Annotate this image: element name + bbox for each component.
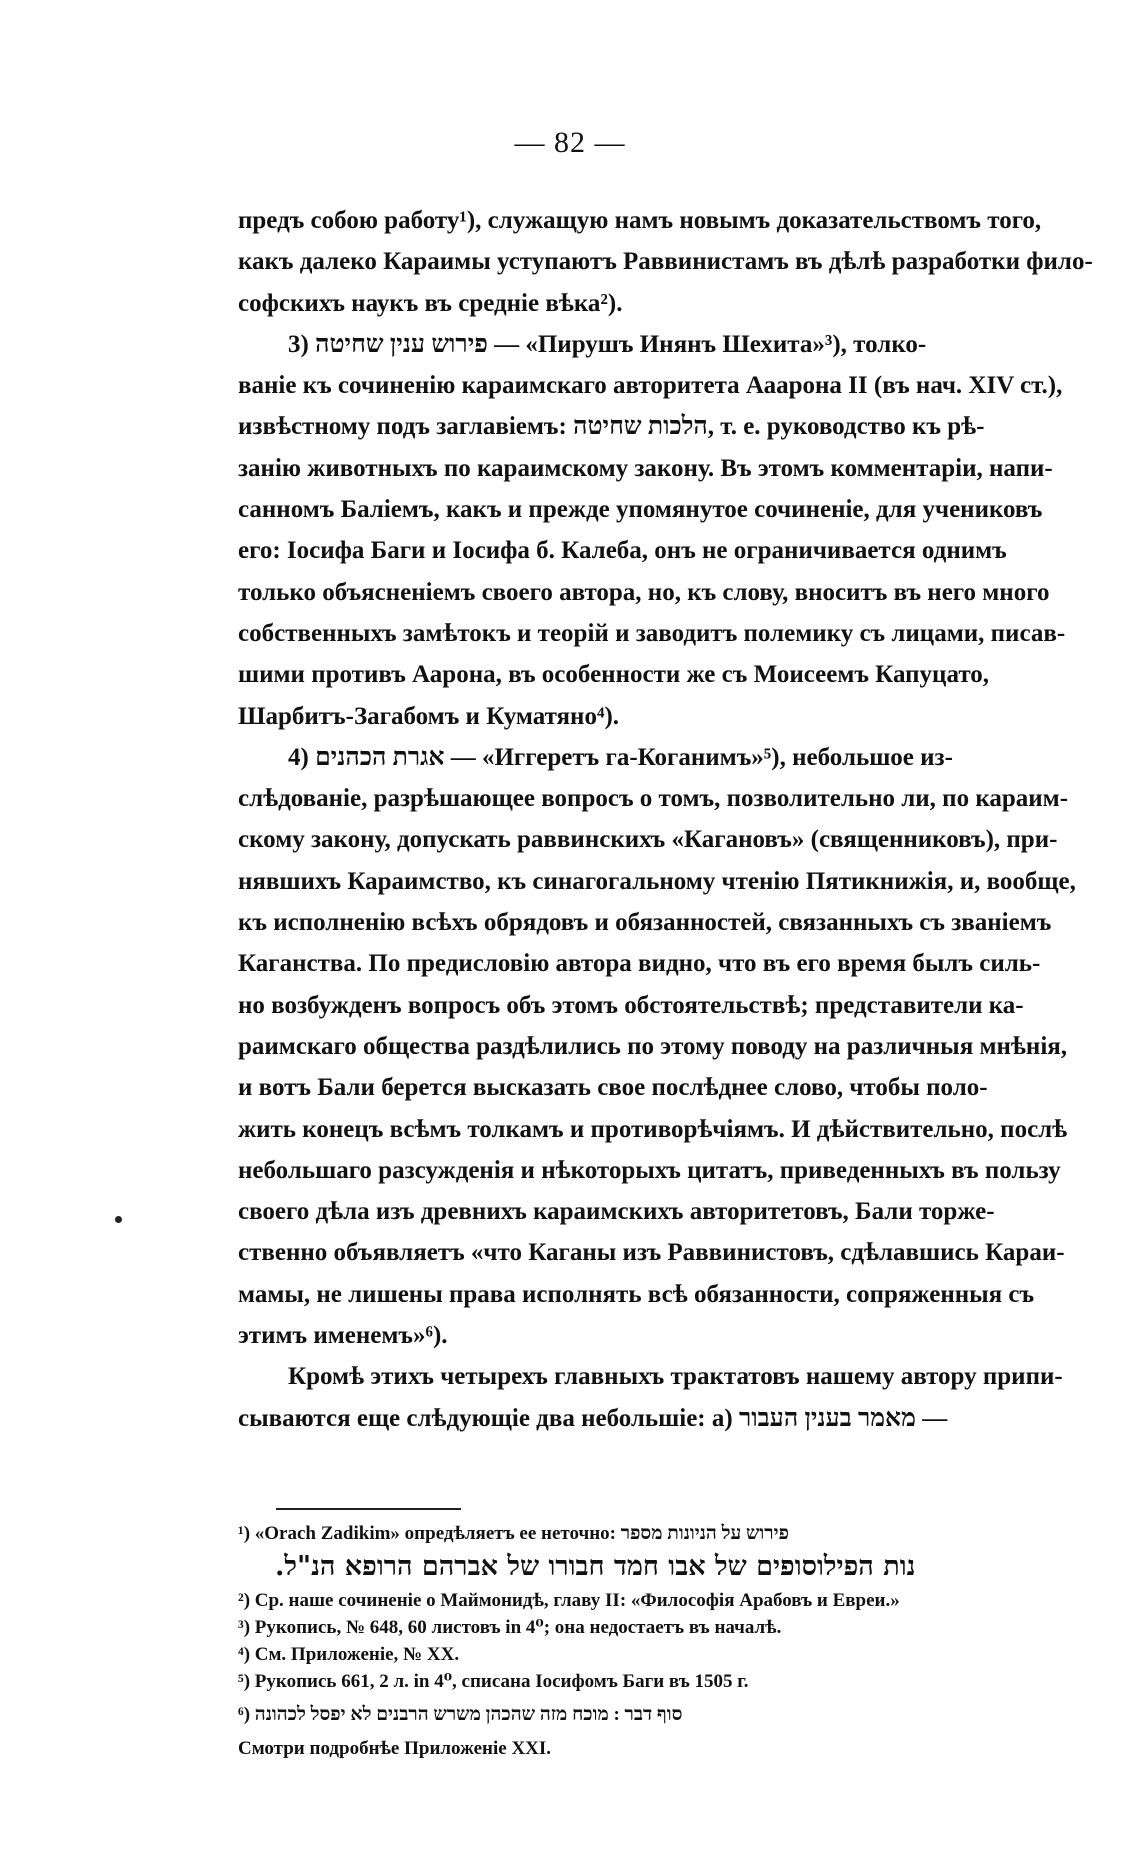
text-line: и вотъ Бали берется высказать свое послѣднее слово, чтобы поло- [238, 1074, 988, 1102]
footnotes [238, 1520, 1108, 1762]
text-line: 3) פירוש ענין שחיטה — «Пирушъ Инянъ Шехита»³), толко- [288, 330, 927, 358]
text-line: слѣдованіе, разрѣшающее вопросъ о томъ, позволительно ли, по караим- [238, 785, 1069, 813]
text-line: жить конецъ всѣмъ толкамъ и противорѣчіямъ. И дѣйствительно, послѣ [238, 1115, 1068, 1143]
footnote-line: ⁵) Рукопись 661, 2 л. in 4⁰, списана Іосифомъ Баги въ 1505 г. [238, 1671, 749, 1692]
page-number: — 82 — [514, 126, 626, 159]
text-line: своего дѣла изъ древнихъ караимскихъ авторитетовъ, Бали торже- [238, 1198, 995, 1226]
text-line: занію животныхъ по караимскому закону. Въ этомъ комментаріи, напи- [238, 454, 1053, 482]
footnote-divider [276, 1508, 461, 1510]
margin-dot [115, 1216, 122, 1223]
text-line: софскихъ наукъ въ средніе вѣка²). [238, 289, 623, 317]
footnote-line: ²) Ср. наше сочиненіе о Маймонидѣ, главу II: «Философія Арабовъ и Евреи.» [238, 1590, 900, 1611]
main-text [238, 200, 1108, 1439]
footnote-line: ³) Рукопись, № 648, 60 листовъ in 4⁰; она недостаетъ въ началѣ. [238, 1617, 782, 1638]
text-line: Каганства. По предисловію автора видно, что въ его время былъ силь- [238, 950, 1041, 978]
text-line: сываются еще слѣдующіе два небольшіе: а) מאמר בענין העבור — [238, 1404, 948, 1432]
text-line: скому закону, допускать раввинскихъ «Кагановъ» (священниковъ), при- [238, 826, 1058, 854]
text-line: къ исполненію всѣхъ обрядовъ и обязанностей, связанныхъ съ званіемъ [238, 909, 1052, 937]
footnote-line: ⁴) См. Приложеніе, № XX. [238, 1644, 460, 1665]
text-line: ваніе къ сочиненію караимскаго авторитета Ааарона II (въ нач. XIV ст.), [238, 372, 1063, 400]
text-line: санномъ Баліемъ, какъ и прежде упомянутое сочиненіе, для учениковъ [238, 496, 1043, 524]
text-line: предъ собою работу¹), служащую намъ новымъ доказательствомъ того, [238, 207, 1042, 234]
text-line: ственно объявляетъ «что Каганы изъ Раввинистовъ, сдѣлавшись Караи- [238, 1239, 1065, 1267]
text-line: Кромѣ этихъ четырехъ главныхъ трактатовъ нашему автору припи- [288, 1363, 1063, 1391]
footnote-line: ⁶) סוף דבר : מוכח מזה שהכהן משרש הרבנים לא יפסל לכהונה [238, 1704, 683, 1725]
footnote-line: Смотри подробнѣе Приложеніе XXI. [238, 1738, 552, 1759]
text-line: только объясненіемъ своего автора, но, къ слову, вноситъ въ него много [238, 578, 1050, 606]
text-line: Шарбитъ-Загабомъ и Куматяно⁴). [238, 702, 620, 730]
text-line: собственныхъ замѣтокъ и теорій и заводитъ полемику съ лицами, писав- [238, 619, 1066, 647]
text-line: его: Іосифа Баги и Іосифа б. Калеба, онъ не ограничивается однимъ [238, 537, 1007, 565]
text-line: раимскаго общества раздѣлились по этому поводу на различныя мнѣнія, [238, 1032, 1068, 1060]
text-line: мамы, не лишены права исполнять всѣ обязанности, сопряженныя съ [238, 1280, 1035, 1308]
text-line: но возбужденъ вопросъ объ этомъ обстоятельствѣ; представители ка- [238, 991, 1024, 1019]
text-line: какъ далеко Караимы уступаютъ Раввинистамъ въ дѣлѣ разработки фило- [238, 248, 1093, 276]
text-line: этимъ именемъ»⁶). [238, 1322, 448, 1350]
text-line: шими противъ Аарона, въ особенности же съ Моисеемъ Капуцато, [238, 661, 990, 689]
footnote-line: נות הפילוסופים של אבו חמד חבורו של אברהם הרופא הנ"ל. [275, 1551, 916, 1582]
text-line: нявшихъ Караимство, къ синагогальному чтенію Пятикнижія, и, вообще, [238, 867, 1076, 895]
text-line: небольшаго разсужденія и нѣкоторыхъ цитатъ, приведенныхъ въ пользу [238, 1156, 1061, 1184]
text-line: 4) אגרת הכהנים — «Иггеретъ га-Коганимъ»⁵), небольшое из- [288, 743, 953, 771]
footnote-line: ¹) «Orach Zadikim» опредѣляетъ ее неточно: פירוש על הניונות מספר [238, 1523, 789, 1544]
text-line: извѣстному подъ заглавіемъ: הלכות שחיטה, т. е. руководство къ рѣ- [238, 413, 985, 441]
